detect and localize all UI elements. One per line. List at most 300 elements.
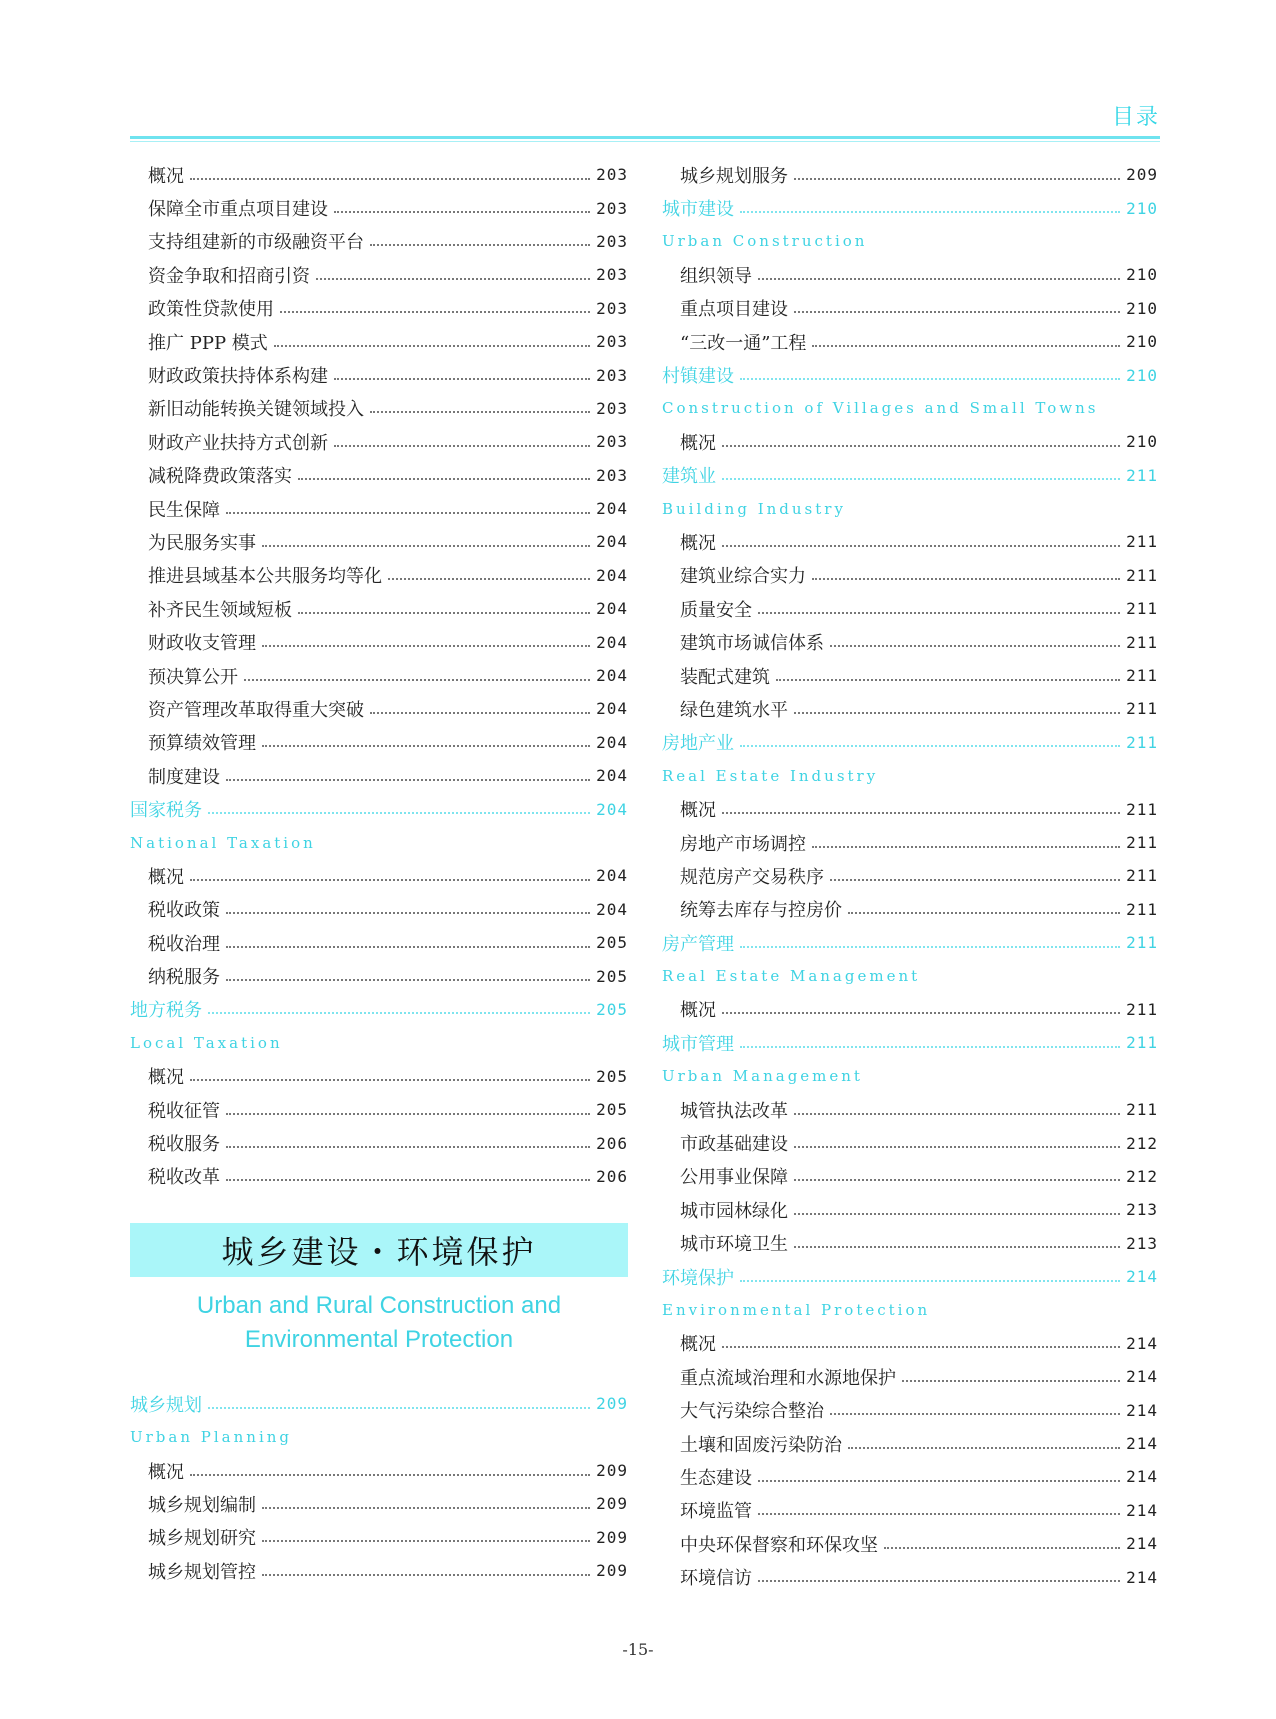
toc-entry-label: 规范房产交易秩序 — [680, 866, 824, 888]
toc-entry-page: 204 — [596, 532, 628, 552]
toc-entry-label: 大气污染综合整治 — [680, 1401, 824, 1423]
toc-entry-label: 建筑市场诚信体系 — [680, 633, 824, 655]
toc-english-heading[interactable] — [662, 225, 1158, 258]
toc-entry-page: 204 — [596, 899, 628, 919]
toc-section-entry[interactable] — [130, 792, 628, 825]
toc-english-heading[interactable] — [662, 1293, 1158, 1326]
toc-leader-dots — [334, 211, 590, 213]
toc-leader-dots — [794, 1146, 1120, 1148]
toc-entry[interactable] — [130, 1160, 628, 1193]
toc-entry-label: 质量安全 — [680, 599, 752, 621]
toc-entry-page: 209 — [596, 1461, 628, 1481]
toc-entry-page: 203 — [596, 298, 628, 318]
toc-entry-page: 209 — [596, 1561, 628, 1581]
toc-entry-label: 中央环保督察和环保攻坚 — [680, 1534, 878, 1556]
toc-leader-dots — [226, 512, 590, 514]
toc-entry[interactable] — [130, 759, 628, 792]
toc-leader-dots — [226, 912, 590, 914]
toc-entry-label: Real Estate Industry — [662, 766, 879, 785]
toc-entry-label: 政策性贷款使用 — [148, 299, 274, 321]
toc-entry-page: 204 — [596, 599, 628, 619]
toc-entry[interactable] — [130, 926, 628, 959]
toc-entry-label: 地方税务 — [130, 1000, 202, 1022]
toc-entry-label: 城市园林绿化 — [680, 1200, 788, 1222]
toc-entry-page: 211 — [1126, 599, 1158, 619]
toc-left-column — [130, 158, 628, 1587]
toc-entry-label: 概况 — [148, 165, 184, 187]
toc-entry-label: 统筹去库存与控房价 — [680, 900, 842, 922]
toc-entry[interactable] — [130, 158, 628, 191]
toc-entry-page: 204 — [596, 666, 628, 686]
toc-entry-page: 206 — [596, 1166, 628, 1186]
toc-entry-label: 税收服务 — [148, 1134, 220, 1156]
section-banner-english-line1: Urban and Rural Construction and — [196, 1292, 562, 1320]
toc-entry[interactable] — [662, 258, 1158, 291]
toc-english-heading[interactable] — [130, 1421, 628, 1454]
toc-entry-label: 推广 PPP 模式 — [148, 332, 268, 354]
toc-entry-page: 211 — [1126, 999, 1158, 1019]
toc-right-column — [662, 158, 1158, 1594]
toc-section-entry[interactable] — [662, 191, 1158, 224]
toc-entry-page: 205 — [596, 999, 628, 1019]
toc-leader-dots — [812, 846, 1120, 848]
toc-entry[interactable] — [130, 425, 628, 458]
toc-entry-page: 205 — [596, 1100, 628, 1120]
toc-entry[interactable] — [662, 1560, 1158, 1593]
toc-entry-page: 203 — [596, 398, 628, 418]
toc-entry[interactable] — [130, 726, 628, 759]
page-number: -15- — [622, 1640, 654, 1659]
toc-leader-dots — [794, 178, 1120, 180]
toc-entry-label: 概况 — [680, 800, 716, 822]
toc-entry[interactable] — [662, 325, 1158, 358]
toc-entry-label: 村镇建设 — [662, 366, 734, 388]
toc-entry-page: 212 — [1126, 1166, 1158, 1186]
toc-entry[interactable] — [130, 492, 628, 525]
toc-english-heading[interactable] — [662, 492, 1158, 525]
toc-entry-label: 城乡规划管控 — [148, 1561, 256, 1583]
toc-entry[interactable] — [130, 325, 628, 358]
toc-entry[interactable] — [130, 893, 628, 926]
toc-entry-page: 209 — [596, 1527, 628, 1547]
toc-section-entry[interactable] — [130, 993, 628, 1026]
toc-entry-page: 211 — [1126, 899, 1158, 919]
toc-leader-dots — [334, 445, 590, 447]
toc-entry-label: 城乡规划 — [130, 1394, 202, 1416]
toc-entry-label: Environmental Protection — [662, 1300, 931, 1319]
toc-entry-label: 税收征管 — [148, 1100, 220, 1122]
toc-leader-dots — [902, 1380, 1120, 1382]
header-rule — [130, 136, 1160, 139]
section-banner — [130, 1223, 628, 1277]
toc-entry[interactable] — [130, 959, 628, 992]
toc-entry-page: 209 — [1126, 165, 1158, 185]
toc-entry-page: 211 — [1126, 1100, 1158, 1120]
toc-entry-label: Urban Planning — [130, 1428, 292, 1447]
toc-leader-dots — [812, 578, 1120, 580]
toc-entry-label: 房地产市场调控 — [680, 833, 806, 855]
toc-english-heading[interactable] — [662, 1060, 1158, 1093]
toc-entry-label: 概况 — [148, 1067, 184, 1089]
toc-entry-page: 210 — [1126, 298, 1158, 318]
toc-entry-page: 209 — [596, 1494, 628, 1514]
toc-entry-label: 支持组建新的市级融资平台 — [148, 232, 364, 254]
toc-entry[interactable] — [130, 525, 628, 558]
toc-entry-page: 214 — [1126, 1500, 1158, 1520]
toc-entry[interactable] — [130, 859, 628, 892]
toc-entry[interactable] — [130, 1126, 628, 1159]
toc-entry-page: 211 — [1126, 833, 1158, 852]
toc-entry-page: 214 — [1126, 1367, 1158, 1387]
toc-entry-page: 210 — [1126, 332, 1158, 352]
toc-entry-label: 国家税务 — [130, 800, 202, 822]
toc-entry[interactable] — [130, 659, 628, 692]
toc-entry-label: National Taxation — [130, 833, 316, 852]
toc-entry-label: 组织领导 — [680, 265, 752, 287]
toc-entry-label: 制度建设 — [148, 766, 220, 788]
toc-entry[interactable] — [130, 692, 628, 725]
toc-entry[interactable] — [130, 459, 628, 492]
toc-entry-label: 城市管理 — [662, 1033, 734, 1055]
toc-leader-dots — [848, 1447, 1120, 1449]
toc-entry-label: 城市建设 — [662, 199, 734, 221]
toc-entry[interactable] — [662, 1460, 1158, 1493]
toc-entry[interactable] — [662, 859, 1158, 892]
toc-entry-page: 214 — [1126, 1434, 1158, 1454]
toc-leader-dots — [794, 1179, 1120, 1181]
toc-entry-page: 211 — [1126, 866, 1158, 886]
toc-list-left-b — [130, 1387, 628, 1587]
toc-leader-dots — [208, 1407, 590, 1409]
toc-entry[interactable] — [130, 225, 628, 258]
toc-entry[interactable] — [662, 993, 1158, 1026]
toc-entry[interactable] — [130, 358, 628, 391]
toc-leader-dots — [262, 645, 590, 647]
toc-entry-label: 市政基础建设 — [680, 1134, 788, 1156]
toc-entry-page: 214 — [1126, 1267, 1158, 1287]
toc-entry-label: 重点流域治理和水源地保护 — [680, 1367, 896, 1389]
toc-entry-label: 城乡规划编制 — [148, 1494, 256, 1516]
toc-entry-label: Real Estate Management — [662, 967, 921, 986]
toc-leader-dots — [758, 1480, 1120, 1482]
toc-leader-dots — [722, 812, 1120, 814]
toc-entry-page: 203 — [596, 198, 628, 218]
toc-leader-dots — [190, 178, 590, 180]
toc-entry-label: 保障全市重点项目建设 — [148, 199, 328, 221]
toc-entry[interactable] — [662, 1193, 1158, 1226]
section-banner-english — [130, 1289, 628, 1357]
toc-entry[interactable] — [662, 1494, 1158, 1527]
toc-entry[interactable] — [662, 1160, 1158, 1193]
toc-leader-dots — [794, 1113, 1120, 1115]
toc-leader-dots — [740, 1280, 1120, 1282]
toc-entry[interactable] — [662, 1393, 1158, 1426]
toc-leader-dots — [830, 645, 1120, 647]
toc-leader-dots — [758, 612, 1120, 614]
toc-entry-label: 资产管理改革取得重大突破 — [148, 699, 364, 721]
toc-entry-label: 环境信访 — [680, 1568, 752, 1590]
toc-entry-label: 为民服务实事 — [148, 532, 256, 554]
toc-entry-label: 房产管理 — [662, 933, 734, 955]
toc-leader-dots — [226, 779, 590, 781]
toc-entry-label: 生态建设 — [680, 1467, 752, 1489]
toc-entry-page: 211 — [1126, 732, 1158, 752]
toc-leader-dots — [740, 745, 1120, 747]
toc-entry-label: Local Taxation — [130, 1033, 283, 1052]
toc-entry-label: 资金争取和招商引资 — [148, 265, 310, 287]
toc-section-entry[interactable] — [662, 1026, 1158, 1059]
toc-entry-page: 213 — [1126, 1200, 1158, 1220]
toc-entry-page: 203 — [596, 265, 628, 285]
toc-entry-label: 概况 — [680, 432, 716, 454]
toc-entry-label: 纳税服务 — [148, 967, 220, 989]
toc-entry-label: 预算绩效管理 — [148, 733, 256, 755]
toc-entry-page: 211 — [1126, 532, 1158, 552]
toc-entry-label: 推进县域基本公共服务均等化 — [148, 566, 382, 588]
toc-entry[interactable] — [662, 592, 1158, 625]
toc-entry[interactable] — [130, 625, 628, 658]
toc-entry[interactable] — [662, 158, 1158, 191]
toc-leader-dots — [740, 211, 1120, 213]
toc-entry-page: 204 — [596, 499, 628, 519]
toc-entry-label: Construction of Villages and Small Towns — [662, 399, 1099, 418]
toc-section-entry[interactable] — [662, 1260, 1158, 1293]
toc-entry-page: 203 — [596, 165, 628, 185]
toc-entry[interactable] — [662, 1360, 1158, 1393]
toc-entry-label: 税收治理 — [148, 933, 220, 955]
toc-leader-dots — [226, 1179, 590, 1181]
toc-entry-label: 减税降费政策落实 — [148, 466, 292, 488]
toc-entry-label: Urban Construction — [662, 232, 868, 251]
toc-entry-label: 公用事业保障 — [680, 1167, 788, 1189]
toc-leader-dots — [758, 1580, 1120, 1582]
toc-leader-dots — [226, 1146, 590, 1148]
toc-leader-dots — [848, 912, 1120, 914]
toc-entry[interactable] — [662, 625, 1158, 658]
toc-entry-page: 210 — [1126, 198, 1158, 218]
toc-leader-dots — [776, 679, 1120, 681]
toc-entry-page: 211 — [1126, 1033, 1158, 1053]
toc-entry[interactable] — [130, 1060, 628, 1093]
toc-leader-dots — [794, 712, 1120, 714]
toc-entry-page: 205 — [596, 1066, 628, 1086]
toc-entry-page: 210 — [1126, 365, 1158, 385]
toc-list-right — [662, 158, 1158, 1594]
toc-leader-dots — [722, 1012, 1120, 1014]
toc-entry[interactable] — [662, 292, 1158, 325]
toc-entry[interactable] — [662, 1327, 1158, 1360]
toc-entry-page: 206 — [596, 1133, 628, 1153]
toc-leader-dots — [262, 745, 590, 747]
toc-leader-dots — [208, 1012, 590, 1014]
toc-leader-dots — [830, 1413, 1120, 1415]
toc-entry[interactable] — [662, 1093, 1158, 1126]
toc-entry-page: 212 — [1126, 1133, 1158, 1153]
toc-leader-dots — [208, 812, 590, 814]
toc-entry-label: 民生保障 — [148, 499, 220, 521]
toc-entry-page: 204 — [596, 766, 628, 786]
toc-leader-dots — [758, 278, 1120, 280]
toc-leader-dots — [794, 311, 1120, 313]
toc-leader-dots — [262, 1540, 590, 1542]
toc-entry-label: Building Industry — [662, 499, 846, 518]
toc-leader-dots — [794, 1246, 1120, 1248]
toc-entry[interactable] — [130, 191, 628, 224]
toc-entry[interactable] — [130, 1487, 628, 1520]
toc-leader-dots — [298, 612, 590, 614]
toc-leader-dots — [370, 712, 590, 714]
toc-leader-dots — [316, 278, 590, 280]
toc-entry-page: 203 — [596, 432, 628, 452]
toc-entry-page: 203 — [596, 365, 628, 385]
toc-entry-label: 城乡规划研究 — [148, 1528, 256, 1550]
toc-entry-label: 新旧动能转换关键领域投入 — [148, 399, 364, 421]
toc-entry[interactable] — [662, 1527, 1158, 1560]
toc-leader-dots — [722, 445, 1120, 447]
toc-leader-dots — [722, 478, 1120, 480]
header-title: 目录 — [1111, 105, 1160, 130]
toc-leader-dots — [722, 545, 1120, 547]
toc-entry-label: 建筑业综合实力 — [680, 566, 806, 588]
toc-leader-dots — [740, 946, 1120, 948]
toc-leader-dots — [244, 679, 590, 681]
toc-section-entry[interactable] — [662, 459, 1158, 492]
toc-entry-page: 209 — [596, 1394, 628, 1414]
toc-entry[interactable] — [130, 1554, 628, 1587]
toc-leader-dots — [280, 311, 590, 313]
toc-entry-page: 203 — [596, 465, 628, 485]
toc-leader-dots — [190, 1474, 590, 1476]
toc-entry-page: 204 — [596, 699, 628, 719]
toc-entry-page: 214 — [1126, 1534, 1158, 1554]
toc-entry-page: 211 — [1126, 666, 1158, 686]
toc-leader-dots — [190, 879, 590, 881]
toc-english-heading[interactable] — [662, 759, 1158, 792]
toc-entry[interactable] — [662, 525, 1158, 558]
toc-entry[interactable] — [662, 559, 1158, 592]
header-rule-thin — [130, 141, 1160, 142]
toc-entry[interactable] — [662, 826, 1158, 859]
toc-entry-label: 补齐民生领域短板 — [148, 599, 292, 621]
toc-list-left-a — [130, 158, 628, 1193]
toc-leader-dots — [262, 545, 590, 547]
toc-english-heading[interactable] — [662, 392, 1158, 425]
toc-entry-label: 城市环境卫生 — [680, 1234, 788, 1256]
section-banner-title: 城乡建设・环境保护 — [221, 1233, 537, 1272]
toc-entry[interactable] — [130, 258, 628, 291]
toc-entry-page: 203 — [596, 231, 628, 251]
toc-entry[interactable] — [662, 1427, 1158, 1460]
toc-entry[interactable] — [130, 1521, 628, 1554]
toc-entry-page: 211 — [1126, 933, 1158, 953]
toc-entry[interactable] — [130, 392, 628, 425]
toc-entry[interactable] — [130, 1454, 628, 1487]
toc-leader-dots — [722, 1346, 1120, 1348]
toc-entry-page: 204 — [596, 799, 628, 819]
toc-entry-page: 214 — [1126, 1567, 1158, 1587]
toc-section-entry[interactable] — [662, 726, 1158, 759]
toc-entry-label: 环境保护 — [662, 1267, 734, 1289]
toc-entry-label: 财政政策扶持体系构建 — [148, 366, 328, 388]
toc-entry[interactable] — [130, 1093, 628, 1126]
toc-entry[interactable] — [662, 659, 1158, 692]
toc-entry[interactable] — [662, 425, 1158, 458]
toc-entry-page: 204 — [596, 866, 628, 886]
toc-entry-label: 城乡规划服务 — [680, 165, 788, 187]
toc-leader-dots — [262, 1574, 590, 1576]
toc-entry[interactable] — [662, 1227, 1158, 1260]
toc-entry-page: 214 — [1126, 1333, 1158, 1353]
toc-entry-label: 环境监管 — [680, 1501, 752, 1523]
toc-section-entry[interactable] — [130, 1387, 628, 1420]
toc-entry-label: 城管执法改革 — [680, 1100, 788, 1122]
toc-entry-page: 203 — [596, 332, 628, 352]
toc-entry[interactable] — [662, 692, 1158, 725]
toc-entry-label: “三改一通”工程 — [680, 332, 807, 354]
toc-leader-dots — [830, 879, 1120, 881]
toc-entry-label: 土壤和固废污染防治 — [680, 1434, 842, 1456]
toc-entry-label: 绿色建筑水平 — [680, 699, 788, 721]
toc-entry-label: 税收政策 — [148, 900, 220, 922]
toc-leader-dots — [226, 946, 590, 948]
toc-leader-dots — [794, 1213, 1120, 1215]
toc-leader-dots — [190, 1079, 590, 1081]
toc-entry[interactable] — [662, 893, 1158, 926]
toc-entry-page: 211 — [1126, 465, 1158, 485]
toc-section-entry[interactable] — [662, 926, 1158, 959]
toc-leader-dots — [226, 979, 590, 981]
toc-entry[interactable] — [130, 292, 628, 325]
toc-entry-page: 213 — [1126, 1233, 1158, 1253]
toc-entry-page: 210 — [1126, 432, 1158, 452]
toc-entry-label: Urban Management — [662, 1067, 863, 1086]
toc-entry-page: 211 — [1126, 699, 1158, 719]
toc-english-heading[interactable] — [662, 959, 1158, 992]
toc-leader-dots — [226, 1113, 590, 1115]
toc-entry-page: 214 — [1126, 1400, 1158, 1420]
toc-leader-dots — [370, 244, 590, 246]
toc-entry-page: 204 — [596, 632, 628, 652]
toc-entry-page: 205 — [596, 933, 628, 953]
toc-entry-label: 概况 — [148, 1461, 184, 1483]
toc-entry-page: 204 — [596, 565, 628, 585]
toc-entry-label: 房地产业 — [662, 733, 734, 755]
toc-entry-page: 204 — [596, 732, 628, 752]
toc-english-heading[interactable] — [130, 826, 628, 859]
toc-leader-dots — [388, 578, 590, 580]
toc-entry-page: 214 — [1126, 1467, 1158, 1487]
toc-entry[interactable] — [662, 792, 1158, 825]
toc-entry-label: 概况 — [680, 1334, 716, 1356]
toc-entry[interactable] — [130, 559, 628, 592]
toc-leader-dots — [740, 1046, 1120, 1048]
toc-entry-page: 205 — [596, 966, 628, 986]
toc-entry[interactable] — [662, 1126, 1158, 1159]
toc-leader-dots — [334, 378, 590, 380]
toc-entry-page: 211 — [1126, 799, 1158, 819]
toc-english-heading[interactable] — [130, 1026, 628, 1059]
toc-entry-label: 重点项目建设 — [680, 299, 788, 321]
toc-entry[interactable] — [130, 592, 628, 625]
toc-entry-label: 装配式建筑 — [680, 666, 770, 688]
toc-entry-label: 概况 — [148, 866, 184, 888]
toc-leader-dots — [370, 411, 590, 413]
toc-entry-page: 211 — [1126, 565, 1158, 585]
toc-leader-dots — [298, 478, 590, 480]
toc-leader-dots — [884, 1547, 1120, 1549]
toc-section-entry[interactable] — [662, 358, 1158, 391]
section-banner-english-line2: Environmental Protection — [244, 1326, 514, 1354]
